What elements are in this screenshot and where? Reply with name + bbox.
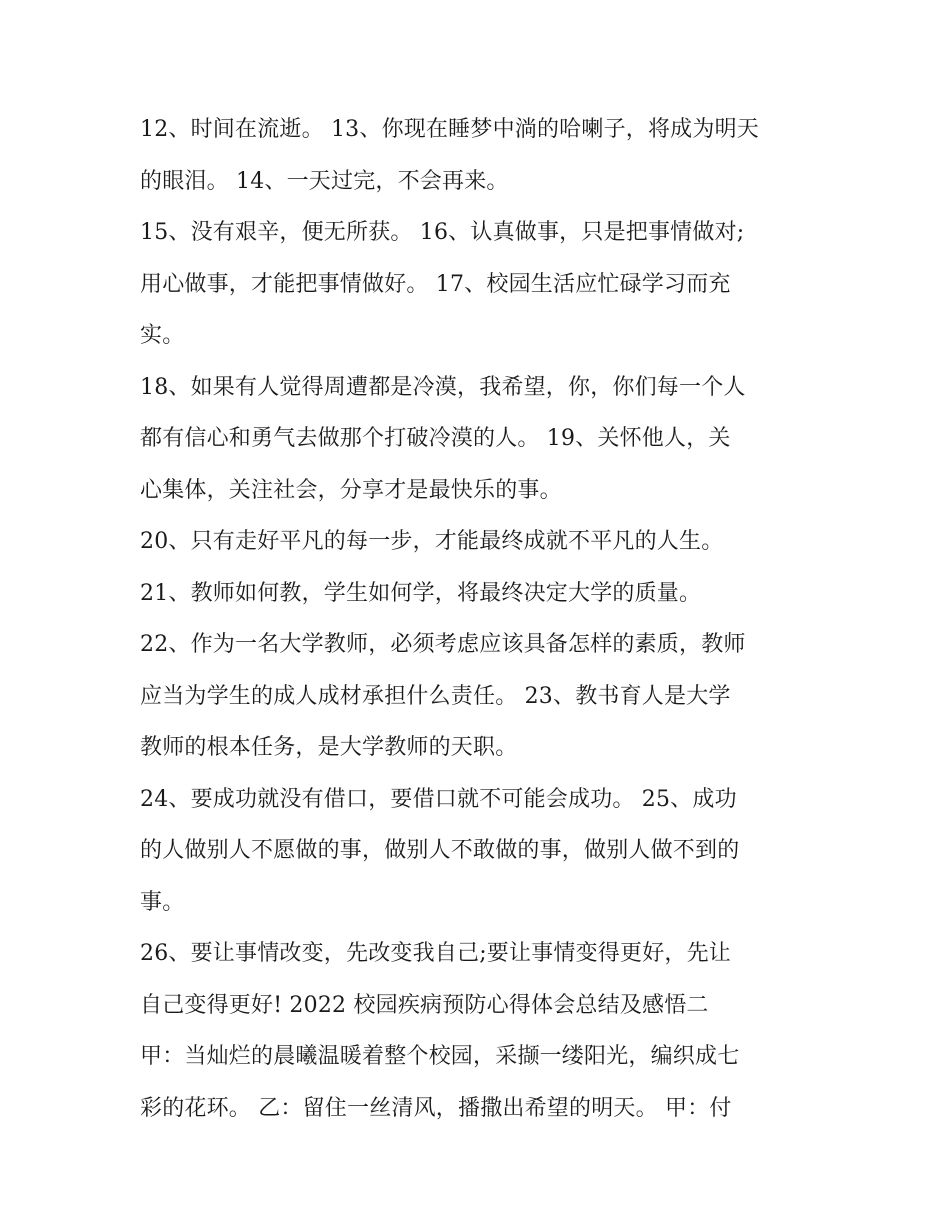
- text-line: 都有信心和勇气去做那个打破冷漠的人。 19、关怀他人，关: [140, 426, 731, 451]
- text-line: 的人做别人不愿做的事，做别人不敢做的事，做别人做不到的: [140, 838, 740, 863]
- text-line: 教师的根本任务，是大学教师的天职。: [140, 735, 518, 760]
- text-line: 20、只有走好平凡的每一步，才能最终成就不平凡的人生。: [140, 529, 724, 554]
- text-line: 22、作为一名大学教师，必须考虑应该具备怎样的素质，教师: [140, 632, 746, 657]
- text-line: 18、如果有人觉得周遭都是冷漠，我希望，你，你们每一个人: [140, 374, 746, 400]
- text-line: 甲：当灿烂的晨曦温暖着整个校园，采撷一缕阳光，编织成七: [140, 1044, 740, 1069]
- text-line: 心集体，关注社会，分享才是最快乐的事。: [140, 477, 562, 503]
- text-line: 用心做事，才能把事情做好。 17、校园生活应忙碌学习而充: [140, 271, 731, 297]
- text-line: 自己变得更好! 2022 校园疾病预防心得体会总结及感悟二: [140, 992, 709, 1018]
- text-line: 12、时间在流逝。 13、你现在睡梦中淌的哈喇子，将成为明天: [140, 117, 759, 142]
- text-line: 事。: [140, 889, 185, 915]
- text-line: 26、要让事情改变，先改变我自己;要让事情变得更好，先让: [140, 941, 732, 966]
- text-line: 应当为学生的成人成材承担什么责任。 23、教书育人是大学: [140, 683, 731, 709]
- text-line: 24、要成功就没有借口，要借口就不可能会成功。 25、成功: [140, 786, 737, 812]
- body-text: [140, 104, 830, 1134]
- text-line: 的眼泪。 14、一天过完，不会再来。: [140, 168, 509, 194]
- text-line: 15、没有艰辛，便无所获。 16、认真做事，只是把事情做对;: [140, 220, 745, 245]
- text-line: 彩的花环。 乙：留住一丝清风，播撒出希望的明天。 甲：付: [140, 1095, 732, 1121]
- text-line: 实。: [140, 323, 185, 348]
- text-line: 21、教师如何教，学生如何学，将最终决定大学的质量。: [140, 580, 702, 606]
